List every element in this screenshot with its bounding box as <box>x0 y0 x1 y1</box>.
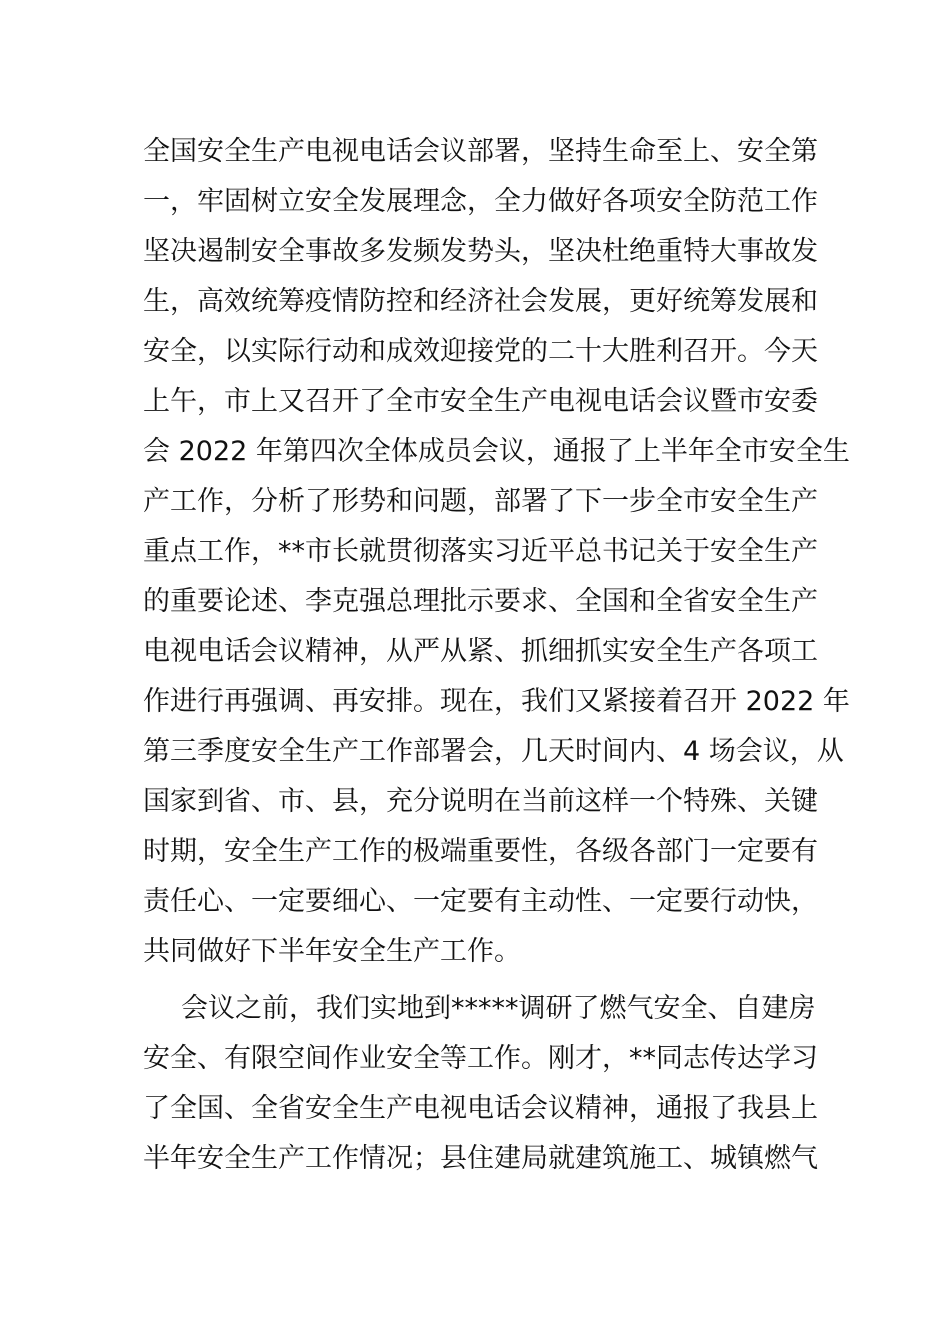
text-line: 安全，以实际行动和成效迎接党的二十大胜利召开。今天 <box>143 336 818 367</box>
text-line: 一，牢固树立安全发展理念，全力做好各项安全防范工作 <box>143 186 818 217</box>
text-line: 重点工作，**市长就贯彻落实习近平总书记关于安全生产 <box>143 536 818 567</box>
text-line: 会议之前，我们实地到*****调研了燃气安全、自建房 <box>181 993 816 1024</box>
text-line: 国家到省、市、县，充分说明在当前这样一个特殊、关键 <box>143 786 818 817</box>
text-line: 了全国、全省安全生产电视电话会议精神，通报了我县上 <box>143 1093 818 1124</box>
text-line: 安全、有限空间作业安全等工作。刚才，**同志传达学习 <box>143 1043 818 1074</box>
text-line: 的重要论述、李克强总理批示要求、全国和全省安全生产 <box>143 586 818 617</box>
text-line: 坚决遏制安全事故多发频发势头，坚决杜绝重特大事故发 <box>143 236 818 267</box>
paragraph-1 <box>143 127 850 977</box>
text-line: 电视电话会议精神，从严从紧、抓细抓实安全生产各项工 <box>143 636 818 667</box>
text-line: 时期，安全生产工作的极端重要性，各级各部门一定要有 <box>143 836 818 867</box>
text-line: 会 2022 年第四次全体成员会议，通报了上半年全市安全生 <box>143 436 850 467</box>
text-line: 半年安全生产工作情况；县住建局就建筑施工、城镇燃气 <box>143 1143 818 1174</box>
text-line: 责任心、一定要细心、一定要有主动性、一定要行动快， <box>143 886 818 917</box>
text-line: 产工作，分析了形势和问题，部署了下一步全市安全生产 <box>143 486 818 517</box>
text-line: 上午，市上又召开了全市安全生产电视电话会议暨市安委 <box>143 386 818 417</box>
paragraph-2 <box>143 984 818 1184</box>
text-line: 共同做好下半年安全生产工作。 <box>143 936 521 967</box>
text-line: 生，高效统筹疫情防控和经济社会发展，更好统筹发展和 <box>143 286 818 317</box>
text-line: 作进行再强调、再安排。现在，我们又紧接着召开 2022 年 <box>143 686 850 717</box>
text-line: 第三季度安全生产工作部署会，几天时间内、4 场会议，从 <box>143 736 844 767</box>
text-line: 全国安全生产电视电话会议部署，坚持生命至上、安全第 <box>143 136 818 167</box>
